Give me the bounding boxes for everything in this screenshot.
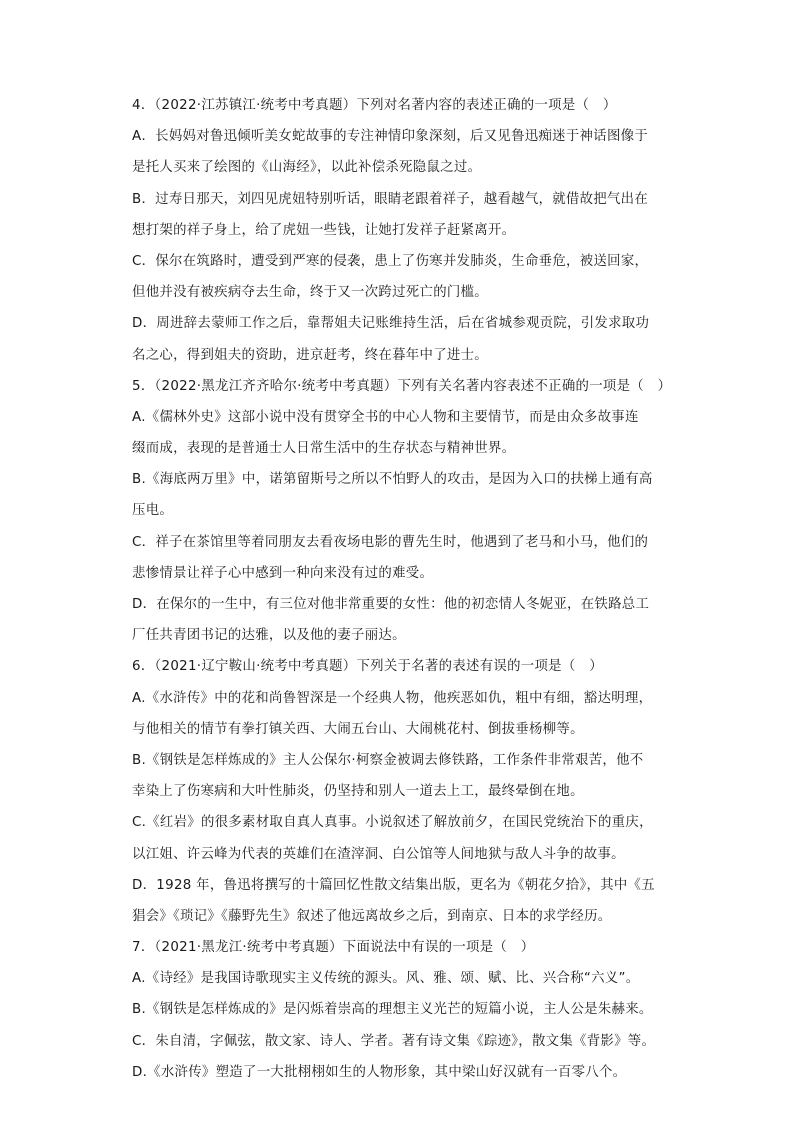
question-4-option-c: C．保尔在筑路时，遭受到严寒的侵袭，患上了伤寒并发肺炎，生命垂危，被送回家，: [132, 253, 649, 269]
question-4-option-d-cont: 名之心，得到姐夫的资助，进京赶考，终在暮年中了进士。: [132, 347, 488, 363]
question-5-option-b: B.《海底两万里》中，诺第留斯号之所以不怕野人的攻击，是因为入口的扶梯上通有高: [132, 472, 653, 488]
question-6-option-c-cont: 以江姐、许云峰为代表的英雄们在渣滓洞、白公馆等人间地狱与敌人斗争的故事。: [132, 846, 625, 862]
question-6: [132, 651, 672, 932]
question-6-option-d: D．1928 年，鲁迅将撰写的十篇回忆性散文结集出版，更名为《朝花夕拾》，其中《五: [132, 877, 655, 893]
question-6-option-c: C.《红岩》的很多素材取自真人真事。小说叙述了解放前夕，在国民党统治下的重庆，: [132, 815, 653, 831]
question-4-option-b-cont: 想打架的祥子身上，给了虎妞一些钱，让她打发祥子赶紧离开。: [132, 222, 516, 238]
question-6-option-a-cont: 与他相关的情节有拳打镇关西、大闹五台山、大闹桃花村、倒拔垂杨柳等。: [132, 721, 584, 737]
question-5: [132, 371, 672, 652]
question-6-stem: 6．（2021·辽宁鞍山·统考中考真题）下列关于名著的表述有误的一项是（ ）: [132, 659, 603, 675]
question-7-option-c: C．朱自清，字佩弦，散文家、诗人、学者。著有诗文集《踪迹》，散文集《背影》等。: [132, 1033, 656, 1049]
question-4-option-a: A．长妈妈对鲁迅倾听美女蛇故事的专注神情印象深刻，后又见鲁迅痴迷于神话图像于: [132, 129, 649, 145]
question-7-stem: 7．（2021·黑龙江·统考中考真题）下面说法中有误的一项是（ ）: [132, 940, 535, 956]
question-6-option-a: A.《水浒传》中的花和尚鲁智深是一个经典人物，他疾恶如仇，粗中有细，豁达明理，: [132, 690, 653, 706]
question-5-option-d-cont: 厂任共青团书记的达雅，以及他的妻子丽达。: [132, 628, 406, 644]
document-body: [132, 90, 672, 1088]
question-5-stem: 5．（2022·黑龙江齐齐哈尔·统考中考真题）下列有关名著内容表述不正确的一项是（ ）: [132, 378, 672, 394]
question-4-stem: 4．（2022·江苏镇江·统考中考真题）下列对名著内容的表述正确的一项是（ ）: [132, 98, 617, 113]
question-7-option-b: B.《钢铁是怎样炼成的》是闪烁着崇高的理想主义光芒的短篇小说，主人公是朱赫来。: [132, 1002, 653, 1018]
question-4-option-d: D．周进辞去蒙师工作之后，靠帮姐夫记账维持生活，后在省城参观贡院，引发求取功: [132, 316, 650, 332]
question-4-option-c-cont: 但他并没有被疾病夺去生命，终于又一次跨过死亡的门槛。: [132, 285, 488, 301]
question-6-option-b: B.《钢铁是怎样炼成的》主人公保尔·柯察金被调去修铁路，工作条件非常艰苦，他不: [132, 752, 644, 768]
question-5-option-a-cont: 缀而成，表现的是普通士人日常生活中的生存状态与精神世界。: [132, 441, 516, 457]
question-7: [132, 932, 672, 1088]
question-5-option-a: A.《儒林外史》这部小说中没有贯穿全书的中心人物和主要情节，而是由众多故事连: [132, 409, 639, 425]
question-4: [132, 90, 672, 371]
question-7-option-a: A.《诗经》是我国诗歌现实主义传统的源头。风、雅、颂、赋、比、兴合称“六义”。: [132, 971, 640, 987]
question-6-option-b-cont: 幸染上了伤寒病和大叶性肺炎，仍坚持和别人一道去上工，最终晕倒在地。: [132, 784, 584, 800]
question-6-option-d-cont: 猖会》《琐记》《藤野先生》叙述了他远离故乡之后，到南京、日本的求学经历。: [132, 908, 612, 924]
question-5-option-b-cont: 压电。: [132, 503, 174, 519]
question-5-option-c: C．祥子在茶馆里等着同朋友去看夜场电影的曹先生时，他遇到了老马和小马，他们的: [132, 534, 649, 550]
question-5-option-d: D．在保尔的一生中，有三位对他非常重要的女性：他的初恋情人冬妮亚，在铁路总工: [132, 597, 650, 612]
question-7-option-d: D.《水浒传》塑造了一大批栩栩如生的人物形象，其中梁山好汉就有一百零八个。: [132, 1064, 627, 1080]
question-5-option-c-cont: 悲惨情景让祥子心中感到一种向来没有过的难受。: [132, 565, 434, 581]
question-4-option-b: B．过寿日那天，刘四见虎妞特别听话，眼睛老跟着祥子，越看越气，就借故把气出在: [132, 191, 649, 207]
question-4-option-a-cont: 是托人买来了绘图的《山海经》，以此补偿杀死隐鼠之过。: [132, 160, 482, 176]
